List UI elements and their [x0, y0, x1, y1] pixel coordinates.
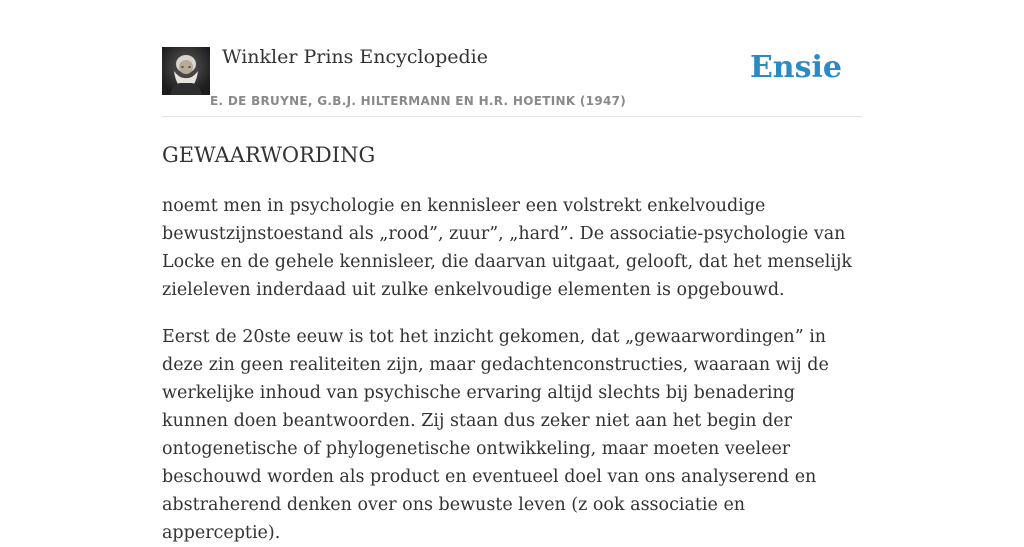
page-header	[162, 0, 862, 117]
authors-credit: E. DE BRUYNE, G.B.J. HILTERMANN EN H.R. HOETINK (1947)	[210, 94, 627, 108]
author-portrait-avatar[interactable]	[162, 47, 210, 95]
site-title[interactable]: Winkler Prins Encyclopedie	[222, 46, 488, 68]
article-paragraph-1: noemt men in psychologie en kennisleer een volstrekt enkelvoudige bewustzijnstoestand als „rood”, zuur”, „hard”. De associatie-psychologie van Locke en de gehele kennisleer, die daarvan uitgaat, gelooft, dat het menselijk zieleleven inderdaad uit zulke enkelvoudige elementen is opgebouwd.	[162, 196, 852, 300]
article-paragraph-2: Eerst de 20ste eeuw is tot het inzicht gekomen, dat „gewaarwordingen” in deze zin geen realiteiten zijn, maar gedachtenconstructies, waaraan wij de werkelijke inhoud van psychische ervaring altijd slechts bij benadering kunnen doen beantwoorden. Zij staan dus zeker niet aan het begin der ontogenetische of phylogenetische ontwikkeling, maar moeten veeleer beschouwd worden als product en eventueel doel van ons analyserend en abstraherend denken over ons bewuste leven (z ook associatie en apperceptie).	[162, 327, 829, 543]
article-body	[162, 141, 862, 547]
portrait-photo-icon	[162, 47, 210, 95]
ensie-logo[interactable]: Ensie	[749, 50, 842, 85]
article-headword: GEWAARWORDING	[162, 143, 376, 167]
